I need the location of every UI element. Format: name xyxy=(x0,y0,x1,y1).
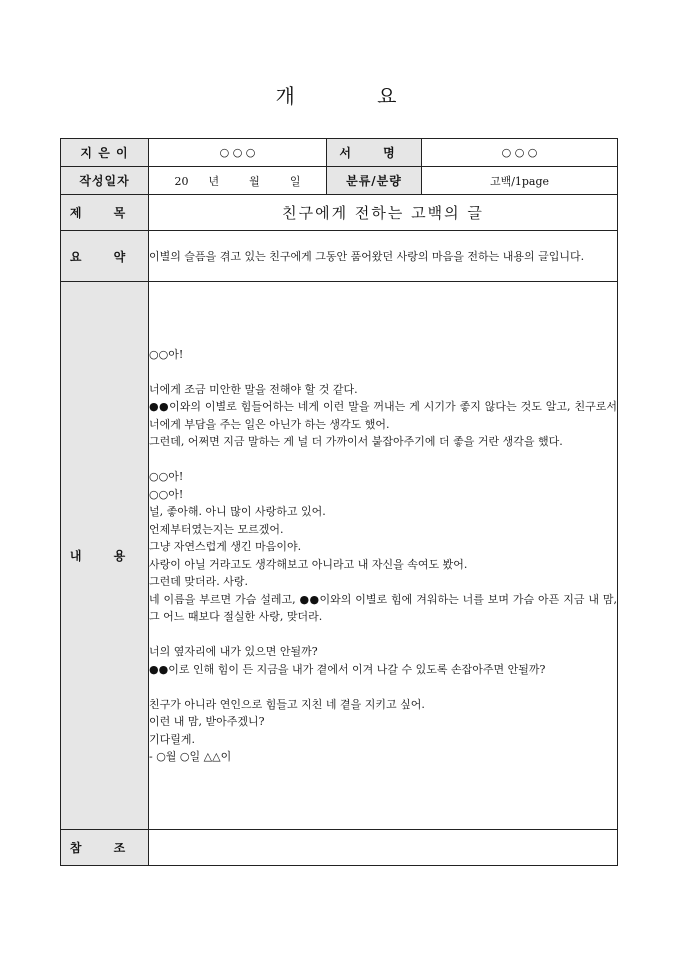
summary-form-table xyxy=(60,138,621,866)
summary-label: 요 약 xyxy=(61,231,149,282)
subject-label: 제 목 xyxy=(61,195,149,231)
content-line: 이런 내 맘, 받아주겠니? xyxy=(149,715,265,728)
content-body[interactable] xyxy=(149,282,621,830)
content-label: 내 용 xyxy=(61,282,149,830)
content-line: 네 이름을 부르면 가슴 설레고, ●●이와의 이별로 힘에 겨워하는 너를 보며 가슴 아픈 지금 내 맘, 그 어느 때보다 절실한 사랑, 맞더라. xyxy=(149,592,621,623)
row-reference xyxy=(61,830,618,866)
row-summary xyxy=(61,231,618,282)
date-month-unit: 월 xyxy=(249,174,260,188)
row-date xyxy=(61,167,618,195)
date-year-unit: 년 xyxy=(208,174,220,188)
content-line: ○○아! xyxy=(149,487,184,501)
date-label: 작성일자 xyxy=(61,167,149,195)
date-day-unit: 일 xyxy=(289,174,301,188)
content-line: 사랑이 아닐 거라고도 생각해보고 아니라고 내 자신을 속여도 봤어. xyxy=(149,557,468,571)
row-subject xyxy=(61,195,618,231)
reference-value[interactable] xyxy=(149,830,618,866)
author-value[interactable]: ○ ○ ○ xyxy=(149,139,327,167)
page-title: 개 요 xyxy=(275,84,435,108)
content-line: ○○아! xyxy=(149,470,184,483)
content-line: 언제부터였는지는 모르겠어. xyxy=(149,522,284,536)
summary-value[interactable]: 이별의 슬픔을 겪고 있는 친구에게 그동안 품어왔던 사랑의 마음을 전하는 내용의 글입니다. xyxy=(149,231,618,282)
row-content xyxy=(61,282,618,830)
content-line: 그런데 맞더라. 사랑. xyxy=(149,575,248,588)
author-label: 지 은 이 xyxy=(61,139,149,167)
signature-value[interactable]: ○ ○ ○ xyxy=(422,139,618,167)
content-line: 기다릴게. xyxy=(149,732,196,746)
subject-value[interactable]: 친구에게 전하는 고백의 글 xyxy=(149,195,618,231)
content-line: 너에게 조금 미안한 말을 전해야 할 것 같다. xyxy=(149,382,358,396)
content-line: 그런데, 어쩌면 지금 말하는 게 널 더 가까이서 붙잡아주기에 더 좋을 거란 생각을 했다. xyxy=(149,435,563,448)
category-label: 분류/분량 xyxy=(327,167,422,195)
date-year: 20 xyxy=(174,174,189,188)
content-line: ●●이로 인해 힘이 든 지금을 내가 곁에서 이겨 나갈 수 있도록 손잡아주면 안될까? xyxy=(149,662,546,676)
row-author xyxy=(61,139,618,167)
reference-label: 참 조 xyxy=(61,830,149,866)
content-line: - ○월 ○일 △△이 xyxy=(149,750,232,763)
content-line: 친구가 아니라 연인으로 힘들고 지친 네 곁을 지키고 싶어. xyxy=(149,697,425,711)
content-line: ●●이와의 이별로 힘들어하는 네게 이런 말을 꺼내는 게 시기가 좋지 않다는 것도 알고, 친구로서 너에게 부담을 주는 일은 아닌가 하는 생각도 했어. xyxy=(149,400,621,431)
signature-label: 서 명 xyxy=(327,139,422,167)
content-line: 너의 옆자리에 내가 있으면 안될까? xyxy=(149,645,318,658)
content-line: 그냥 자연스럽게 생긴 마음이야. xyxy=(149,540,302,553)
date-value[interactable] xyxy=(149,167,327,195)
content-line: 널, 좋아해. 아니 많이 사랑하고 있어. xyxy=(149,505,326,518)
category-value[interactable]: 고백/1page xyxy=(422,167,618,195)
content-line: ○○아! xyxy=(149,347,184,361)
